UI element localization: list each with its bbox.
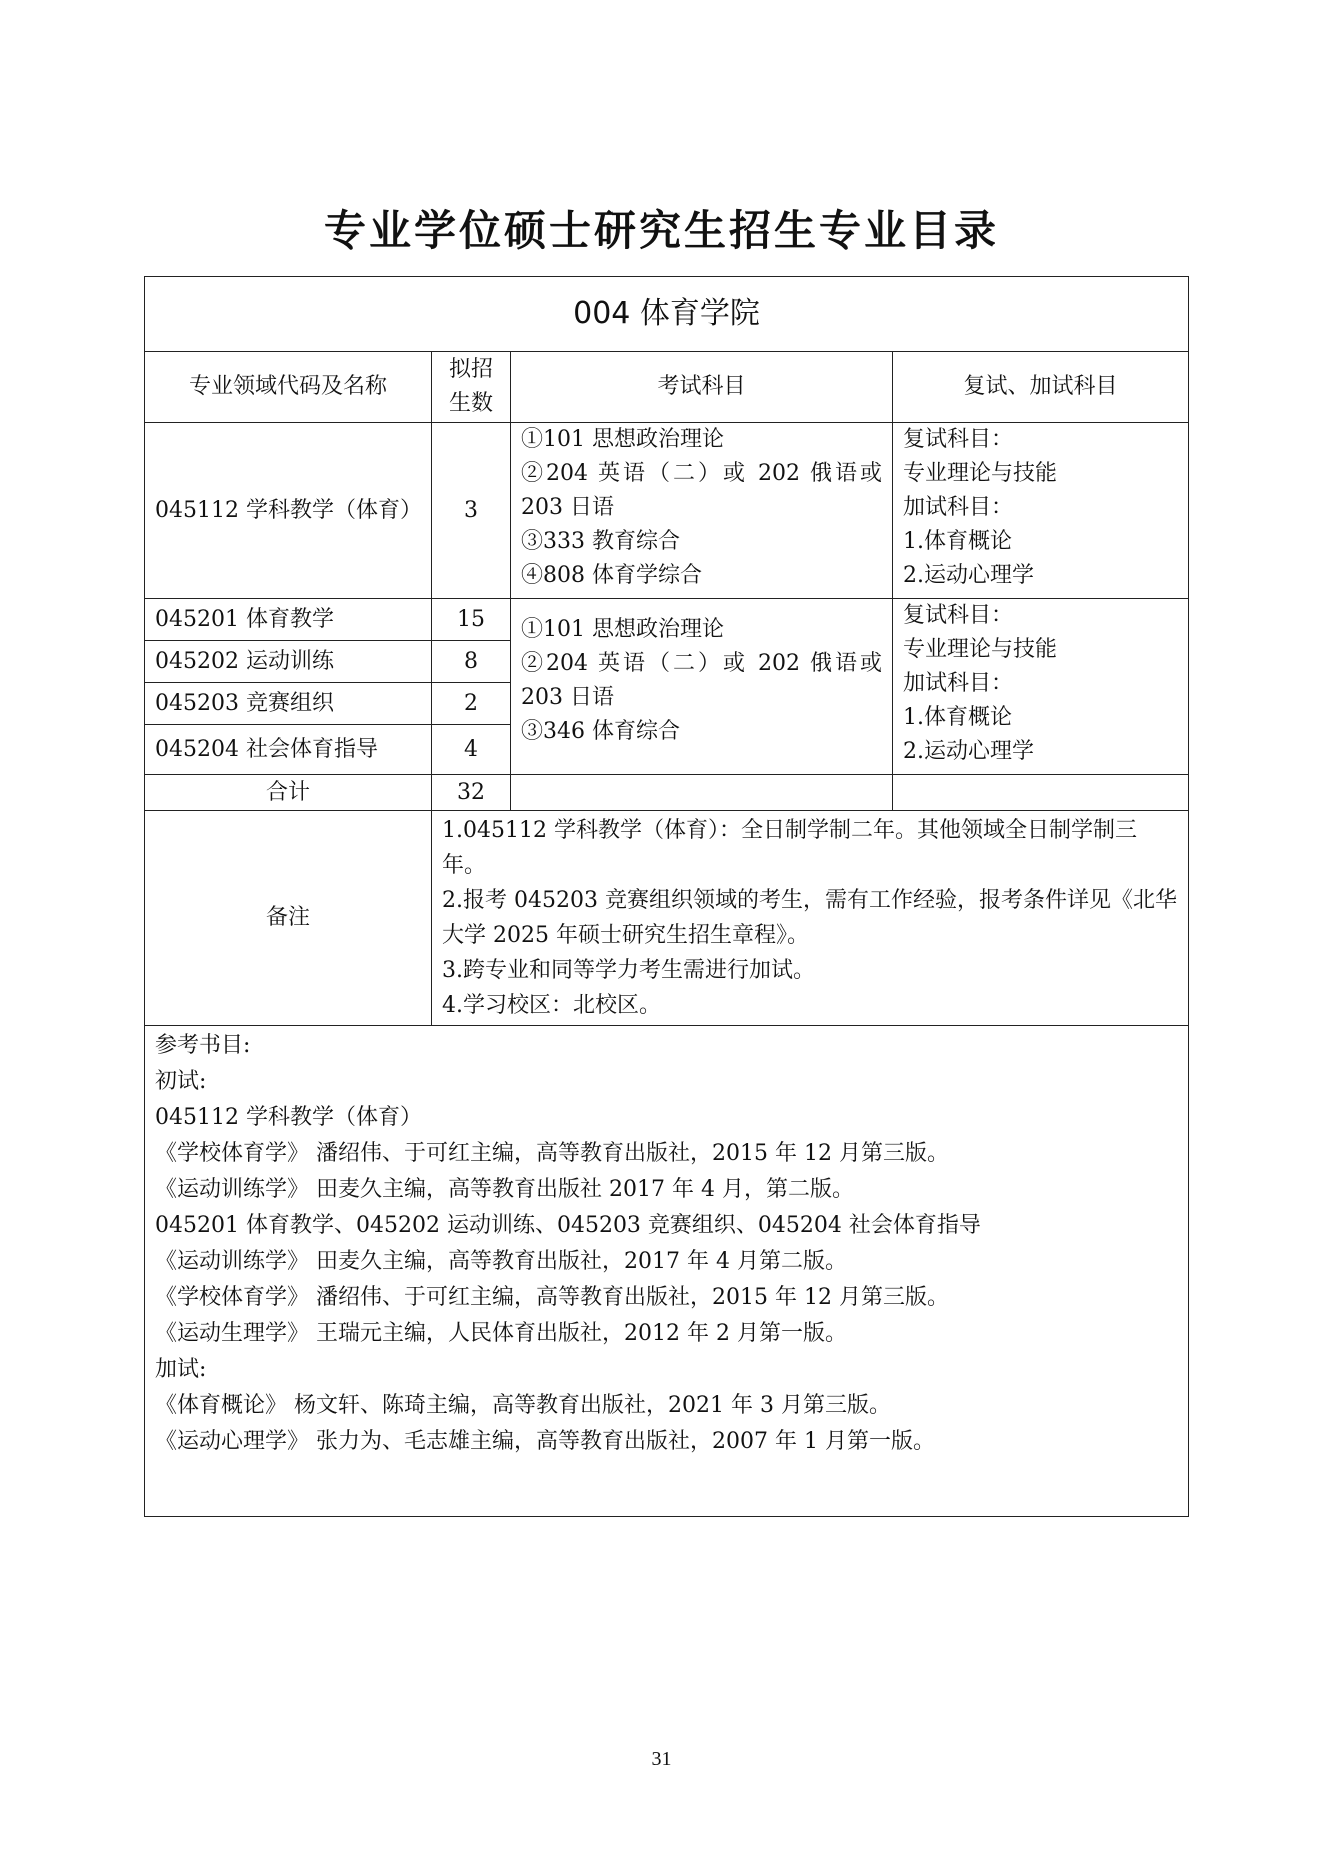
exam-subject-line: ③333 教育综合 [521, 529, 680, 554]
field-cell: 045112 学科教学（体育） [145, 423, 432, 599]
total-empty-cell [893, 775, 1189, 811]
note-line: 3.跨专业和同等学力考生需进行加试。 [442, 958, 815, 983]
total-empty-cell [511, 775, 893, 811]
retest-subject-line: 复试科目： [903, 603, 1014, 628]
total-value: 32 [432, 775, 511, 811]
table-row [145, 599, 1189, 641]
notes-label: 备注 [145, 811, 432, 1026]
reference-line: 初试: [155, 1069, 207, 1094]
department-name: 004 体育学院 [145, 277, 1189, 352]
header-row [145, 352, 1189, 423]
reference-line: 《体育概论》 杨文轩、陈琦主编，高等教育出版社，2021 年 3 月第三版。 [155, 1393, 891, 1418]
reference-line: 《学校体育学》 潘绍伟、于可红主编，高等教育出版社，2015 年 12 月第三版。 [155, 1285, 949, 1310]
note-line: 2.报考 045203 竞赛组织领域的考生，需有工作经验，报考条件详见《北华大学 2025 年硕士研究生招生章程》。 [442, 888, 1177, 948]
header-field: 专业领域代码及名称 [145, 352, 432, 423]
page-title: 专业学位硕士研究生招生专业目录 [323, 206, 999, 255]
table-row [145, 423, 1189, 599]
header-quota-line1: 拟招 [448, 357, 493, 382]
reference-line: 045201 体育教学、045202 运动训练、045203 竞赛组织、045204 社会体育指导 [155, 1213, 981, 1238]
exam-subject-line: ①101 思想政治理论 [521, 427, 724, 452]
exam-subject-line: ①101 思想政治理论 [521, 617, 724, 642]
quota-cell: 3 [432, 423, 511, 599]
note-line: 1.045112 学科教学（体育）：全日制学制二年。其他领域全日制学制三年。 [442, 818, 1137, 878]
reference-line: 《运动生理学》 王瑞元主编，人民体育出版社，2012 年 2 月第一版。 [155, 1321, 847, 1346]
retest-subjects-cell [893, 423, 1189, 599]
total-row [145, 775, 1189, 811]
department-row [145, 277, 1189, 352]
retest-subject-line: 2.运动心理学 [903, 563, 1034, 588]
retest-subject-line: 2.运动心理学 [903, 739, 1034, 764]
note-line: 4.学习校区：北校区。 [442, 993, 661, 1018]
reference-line: 《学校体育学》 潘绍伟、于可红主编，高等教育出版社，2015 年 12 月第三版。 [155, 1141, 949, 1166]
exam-subject-line: ③346 体育综合 [521, 719, 680, 744]
retest-subject-line: 1.体育概论 [903, 529, 1012, 554]
quota-cell: 15 [432, 599, 511, 641]
exam-subject-line: 203 日语 [521, 685, 614, 710]
exam-subjects-cell [511, 599, 893, 775]
notes-row [145, 811, 1189, 1026]
retest-subject-line: 加试科目： [903, 671, 1014, 696]
retest-subject-line: 1.体育概论 [903, 705, 1012, 730]
exam-subject-line: ④808 体育学综合 [521, 563, 702, 588]
field-cell: 045202 运动训练 [145, 641, 432, 683]
total-label: 合计 [145, 775, 432, 811]
references-row [145, 1026, 1189, 1517]
admission-catalog-table [144, 276, 1189, 1517]
reference-line: 《运动训练学》 田麦久主编，高等教育出版社 2017 年 4 月，第二版。 [155, 1177, 854, 1202]
exam-subjects-cell [511, 423, 893, 599]
retest-subject-line: 专业理论与技能 [903, 461, 1058, 486]
reference-line: 045112 学科教学（体育） [155, 1105, 422, 1130]
header-exam: 考试科目 [511, 352, 893, 423]
page-number: 31 [651, 1748, 672, 1770]
field-cell: 045204 社会体育指导 [145, 725, 432, 775]
quota-cell: 4 [432, 725, 511, 775]
header-retest: 复试、加试科目 [893, 352, 1189, 423]
references-content [145, 1026, 1189, 1517]
retest-subject-line: 专业理论与技能 [903, 637, 1058, 662]
reference-line: 《运动训练学》 田麦久主编，高等教育出版社，2017 年 4 月第二版。 [155, 1249, 847, 1274]
quota-cell: 2 [432, 683, 511, 725]
retest-subjects-cell [893, 599, 1189, 775]
retest-subject-line: 加试科目： [903, 495, 1014, 520]
reference-line: 加试: [155, 1357, 207, 1382]
exam-subject-line: ②204 英语（二）或 202 俄语或 [521, 651, 882, 676]
quota-cell: 8 [432, 641, 511, 683]
retest-subject-line: 复试科目： [903, 427, 1014, 452]
exam-subject-line: ②204 英语（二）或 202 俄语或 [521, 461, 882, 486]
reference-line: 参考书目: [155, 1033, 251, 1058]
header-quota [432, 352, 511, 423]
notes-content [432, 811, 1189, 1026]
header-quota-line2: 生数 [448, 391, 493, 416]
field-cell: 045201 体育教学 [145, 599, 432, 641]
reference-line: 《运动心理学》 张力为、毛志雄主编，高等教育出版社，2007 年 1 月第一版。 [155, 1429, 935, 1454]
exam-subject-line: 203 日语 [521, 495, 614, 520]
field-cell: 045203 竞赛组织 [145, 683, 432, 725]
